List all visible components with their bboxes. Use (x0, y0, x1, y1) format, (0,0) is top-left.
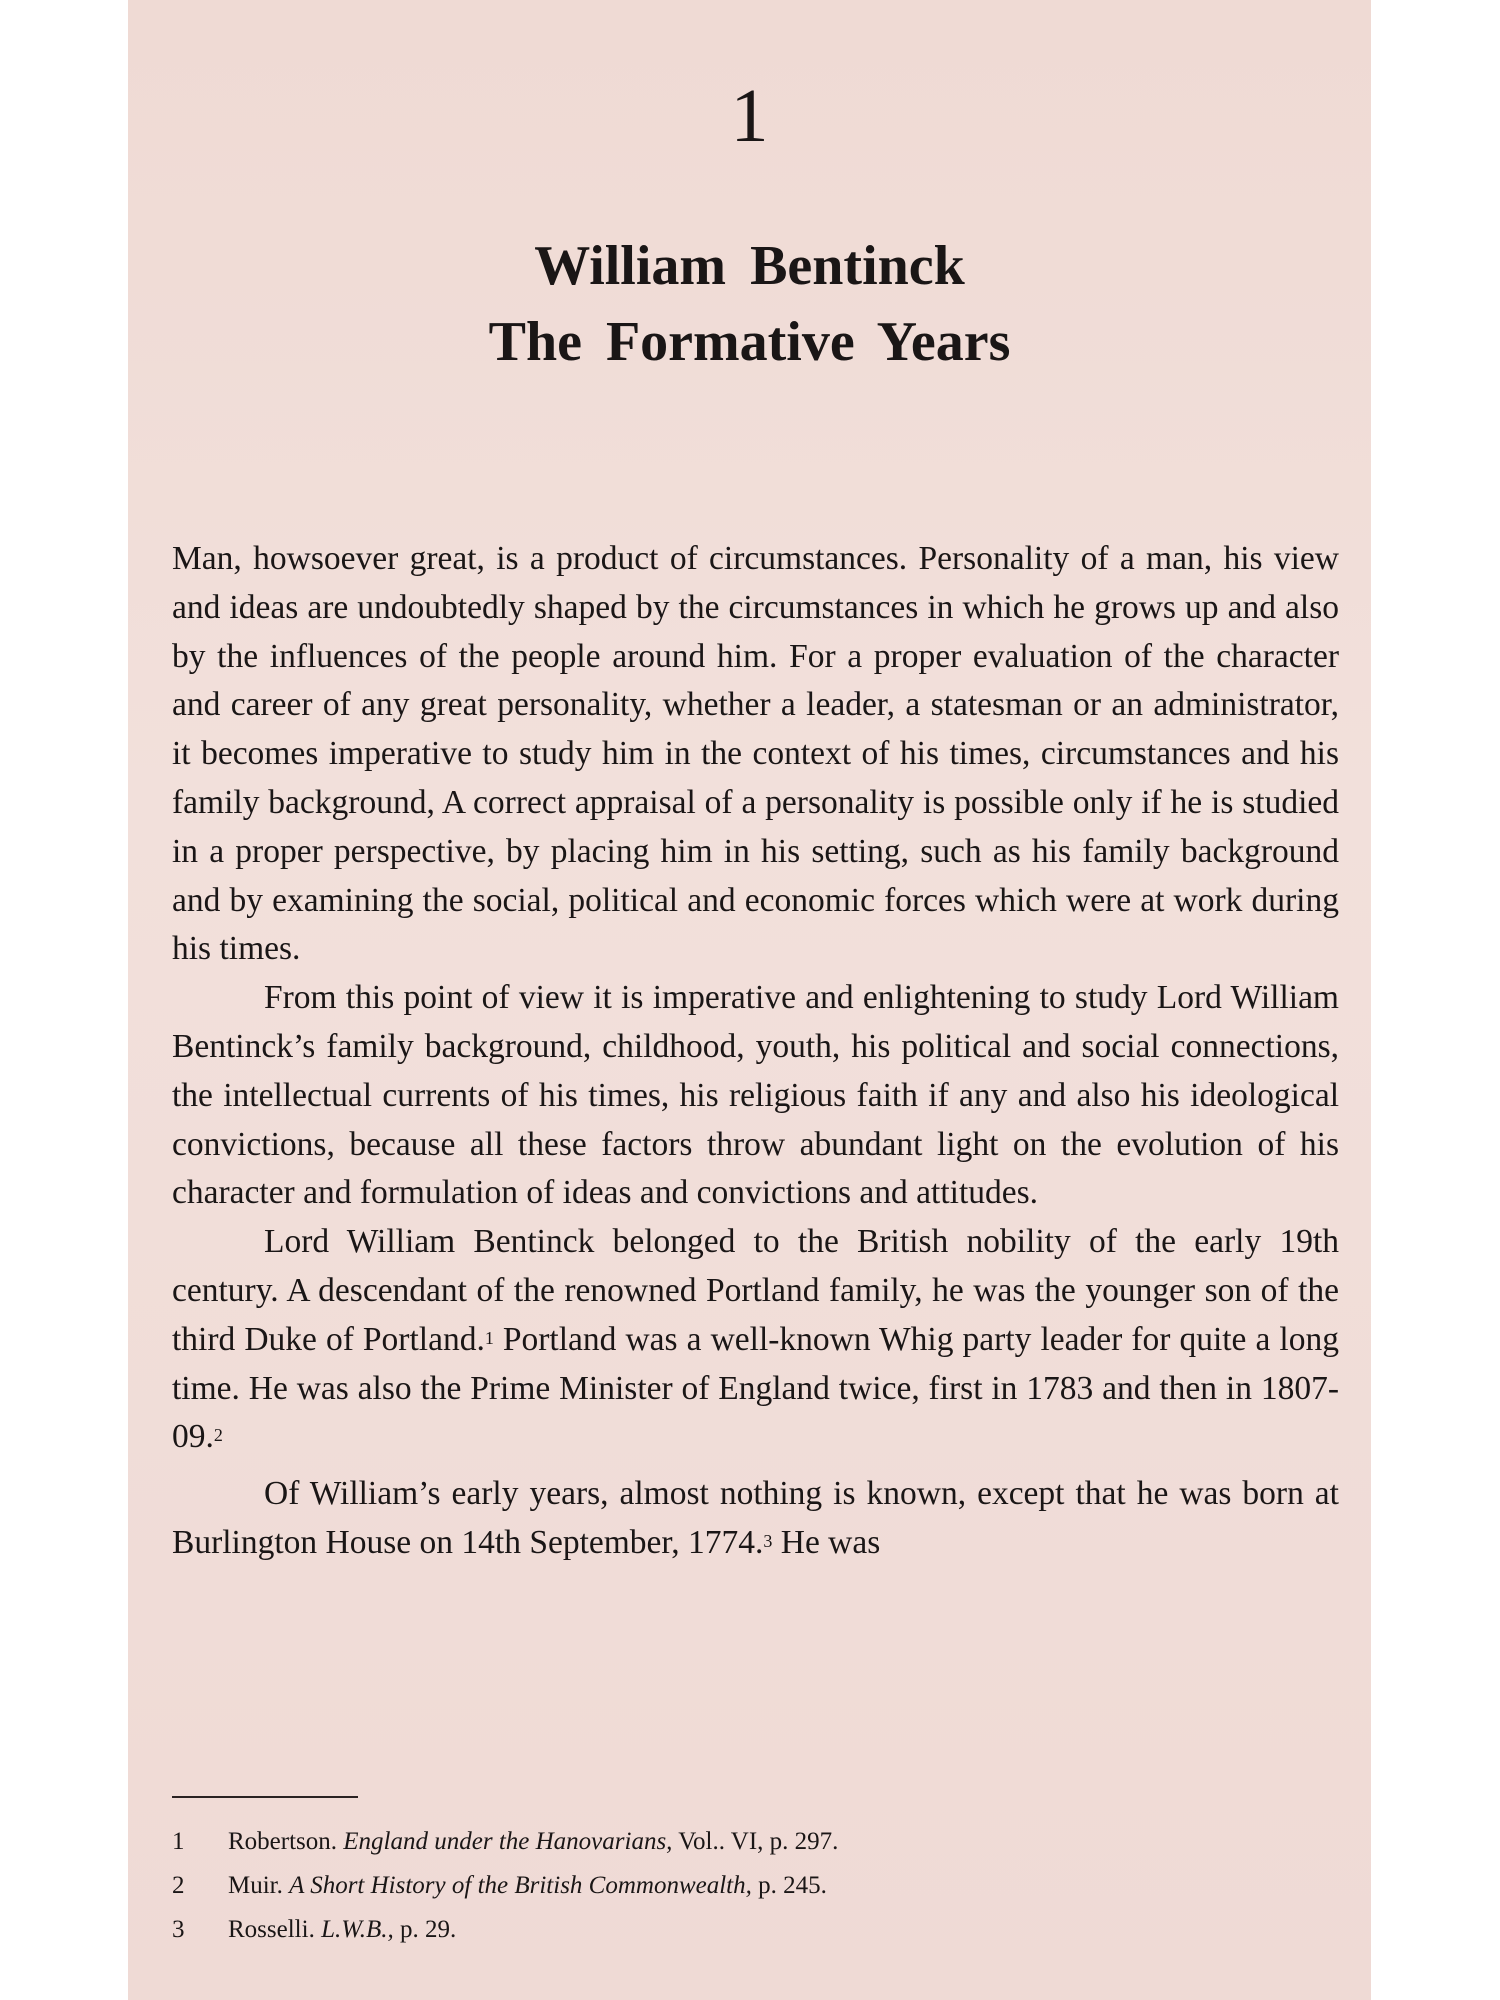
footnote-author: Muir. (228, 1872, 283, 1899)
footnote-text (228, 1864, 827, 1908)
paragraph-2: From this point of view it is imperative and enlightening to study Lord William Bentinck’s family background, childhood, youth, his political and social connections, the intellectual currents of his times, his religious faith if any and also his ideological convictions, because all these factors throw abundant light on the evolution of his character and formulation of ideas and convictions and attitudes. (172, 979, 1339, 1212)
footnote-number: 1 (172, 1828, 185, 1855)
paragraph-3-text-a: Lord William Bentinck belonged to the British nobility of the early 19th century. A descendant of the renowned Portland family, he was the younger son of the third Duke of Portland. (172, 1223, 1339, 1358)
chapter-title-line-1: William Bentinck (534, 235, 965, 297)
paragraph-3-text-b: Portland was a well-known Whig party leader for quite a long time. He was also the Prime Minister of England twice, first in 1783 and then in 1807-09. (172, 1320, 1339, 1456)
footnote-work-title: England under the Hanovarians, (343, 1828, 673, 1855)
paragraph-4-text-b: He was (772, 1523, 881, 1561)
footnote-divider (172, 1796, 358, 1798)
footnote-work-title: A Short History of the British Commonwealth, (289, 1872, 752, 1899)
footnote-item (172, 1908, 1322, 1952)
footnote-item (172, 1864, 1322, 1908)
footnotes-list (172, 1820, 1322, 1952)
footnote-detail: Vol.. VI, p. 297. (672, 1828, 839, 1855)
paragraph-1: Man, howsoever great, is a product of circumstances. Personality of a man, his view and ideas are undoubtedly shaped by the circumstances in which he grows up and also by the influences of the people around him. For a proper evaluation of the character and career of any great personality, whether a leader, a statesman or an administrator, it becomes imperative to study him in the context of his times, circumstances and his family background, A correct appraisal of a personality is possible only if he is studied in a proper perspective, by placing him in his setting, such as his family background and by examining the social, political and economic forces which were at work during his times. (172, 540, 1339, 968)
footnote-number: 3 (172, 1916, 185, 1943)
footnote-text (228, 1820, 838, 1864)
footnote-ref-3: 3 (763, 1530, 773, 1551)
footnote-item (172, 1820, 1322, 1864)
footnote-number: 2 (172, 1872, 185, 1899)
footnote-work-title: L.W.B., (321, 1916, 394, 1943)
paragraph-4 (172, 1470, 1339, 1568)
chapter-body (172, 535, 1339, 1568)
footnote-author: Robertson. (228, 1828, 338, 1855)
chapter-title-line-2: The Formative Years (488, 311, 1011, 373)
paragraph-4-text-a: Of William’s early years, almost nothing is known, except that he was born at Burlington House on 14th September, 1774. (172, 1475, 1339, 1561)
footnote-ref-2: 2 (213, 1425, 223, 1446)
book-page (128, 0, 1371, 2000)
footnote-author: Rosselli. (228, 1916, 315, 1943)
chapter-title (128, 228, 1371, 380)
footnote-detail: p. 29. (393, 1916, 457, 1943)
footnote-ref-1: 1 (484, 1327, 494, 1348)
footnote-detail: p. 245. (751, 1872, 827, 1899)
footnote-text (228, 1908, 456, 1952)
chapter-number: 1 (730, 74, 769, 158)
paragraph-3 (172, 1218, 1339, 1462)
